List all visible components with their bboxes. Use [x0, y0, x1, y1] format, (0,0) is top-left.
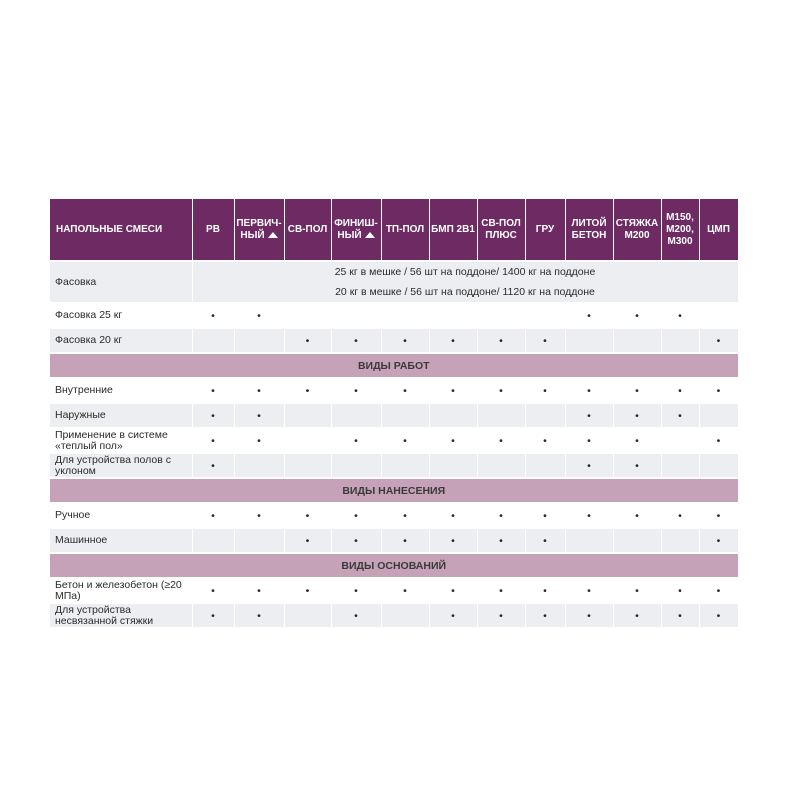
check-dot: • — [234, 378, 284, 403]
check-dot: • — [192, 578, 234, 603]
check-dot: • — [234, 578, 284, 603]
check-dot: • — [331, 528, 381, 553]
row-label: Бетон и железобетон (≥20 МПа) — [50, 578, 192, 603]
row-label: Фасовка 25 кг — [50, 303, 192, 328]
empty-cell — [477, 403, 525, 428]
empty-cell — [429, 403, 477, 428]
check-dot: • — [429, 328, 477, 353]
check-dot: • — [525, 428, 565, 453]
check-dot: • — [565, 603, 613, 628]
section-header-row — [50, 553, 738, 578]
check-dot: • — [613, 578, 661, 603]
table-row — [50, 378, 738, 403]
empty-cell — [565, 528, 613, 553]
check-dot: • — [381, 428, 429, 453]
empty-cell — [661, 328, 699, 353]
table-row — [50, 328, 738, 353]
check-dot: • — [284, 328, 331, 353]
table-row — [50, 453, 738, 478]
column-header-11: М150, М200, М300 — [661, 199, 699, 261]
table-header-row — [50, 199, 738, 261]
empty-cell — [381, 603, 429, 628]
section-title: ВИДЫ ОСНОВАНИЙ — [50, 553, 738, 578]
packaging-line-25kg: 25 кг в мешке / 56 шт на поддоне/ 1400 кг на поддоне — [334, 266, 596, 278]
column-header-product-type: НАПОЛЬНЫЕ СМЕСИ — [50, 199, 192, 261]
check-dot: • — [429, 603, 477, 628]
table-row — [50, 303, 738, 328]
empty-cell — [284, 403, 331, 428]
check-dot: • — [613, 503, 661, 528]
check-dot: • — [565, 303, 613, 328]
column-header-10: СТЯЖКА М200 — [613, 199, 661, 261]
empty-cell — [331, 303, 381, 328]
empty-cell — [661, 453, 699, 478]
row-label: Ручное — [50, 503, 192, 528]
check-dot: • — [565, 378, 613, 403]
check-dot: • — [477, 578, 525, 603]
triangle-icon — [268, 232, 278, 238]
row-label: Машинное — [50, 528, 192, 553]
empty-cell — [699, 403, 738, 428]
packaging-label: Фасовка — [50, 261, 192, 303]
check-dot: • — [661, 403, 699, 428]
check-dot: • — [525, 378, 565, 403]
check-dot: • — [429, 528, 477, 553]
check-dot: • — [192, 453, 234, 478]
check-dot: • — [234, 403, 284, 428]
column-header-1: РВ — [192, 199, 234, 261]
row-label: Фасовка 20 кг — [50, 328, 192, 353]
section-title: ВИДЫ РАБОТ — [50, 353, 738, 378]
check-dot: • — [192, 603, 234, 628]
check-dot: • — [699, 603, 738, 628]
check-dot: • — [565, 453, 613, 478]
check-dot: • — [613, 428, 661, 453]
check-dot: • — [234, 503, 284, 528]
check-dot: • — [331, 603, 381, 628]
check-dot: • — [192, 378, 234, 403]
check-dot: • — [661, 378, 699, 403]
packaging-line-20kg: 20 кг в мешке / 56 шт на поддоне/ 1120 кг на поддоне — [335, 286, 595, 298]
check-dot: • — [234, 428, 284, 453]
check-dot: • — [661, 603, 699, 628]
column-header-8: ГРУ — [525, 199, 565, 261]
table-row — [50, 578, 738, 603]
check-dot: • — [477, 328, 525, 353]
check-dot: • — [331, 378, 381, 403]
check-dot: • — [613, 603, 661, 628]
check-dot: • — [477, 428, 525, 453]
column-header-9: ЛИТОЙ БЕТОН — [565, 199, 613, 261]
check-dot: • — [661, 578, 699, 603]
check-dot: • — [613, 303, 661, 328]
row-label: Наружные — [50, 403, 192, 428]
row-label: Применение в системе «теплый пол» — [50, 428, 192, 453]
check-dot: • — [192, 428, 234, 453]
check-dot: • — [699, 503, 738, 528]
empty-cell — [284, 453, 331, 478]
check-dot: • — [331, 578, 381, 603]
check-dot: • — [699, 428, 738, 453]
check-dot: • — [525, 328, 565, 353]
column-header-2: ПЕРВИЧ- НЫЙ — [234, 199, 284, 261]
empty-cell — [661, 428, 699, 453]
check-dot: • — [284, 378, 331, 403]
check-dot: • — [477, 503, 525, 528]
check-dot: • — [565, 578, 613, 603]
check-dot: • — [381, 528, 429, 553]
empty-cell — [284, 603, 331, 628]
empty-cell — [331, 453, 381, 478]
empty-cell — [565, 328, 613, 353]
section-header-row — [50, 478, 738, 503]
section-title: ВИДЫ НАНЕСЕНИЯ — [50, 478, 738, 503]
empty-cell — [429, 303, 477, 328]
check-dot: • — [565, 403, 613, 428]
check-dot: • — [429, 578, 477, 603]
check-dot: • — [429, 428, 477, 453]
section-header-row — [50, 353, 738, 378]
check-dot: • — [381, 378, 429, 403]
empty-cell — [192, 328, 234, 353]
table-row — [50, 503, 738, 528]
check-dot: • — [284, 528, 331, 553]
empty-cell — [381, 453, 429, 478]
empty-cell — [429, 453, 477, 478]
check-dot: • — [699, 328, 738, 353]
check-dot: • — [525, 503, 565, 528]
packaging-row — [50, 261, 738, 303]
check-dot: • — [284, 578, 331, 603]
column-header-6: БМП 2В1 — [429, 199, 477, 261]
column-header-5: ТП-ПОЛ — [381, 199, 429, 261]
empty-cell — [699, 303, 738, 328]
empty-cell — [525, 303, 565, 328]
table-row — [50, 603, 738, 628]
check-dot: • — [525, 528, 565, 553]
check-dot: • — [699, 578, 738, 603]
empty-cell — [477, 453, 525, 478]
check-dot: • — [565, 428, 613, 453]
check-dot: • — [477, 378, 525, 403]
column-header-3: СВ-ПОЛ — [284, 199, 331, 261]
check-dot: • — [381, 578, 429, 603]
empty-cell — [234, 453, 284, 478]
empty-cell — [381, 403, 429, 428]
triangle-icon — [365, 232, 375, 238]
check-dot: • — [234, 303, 284, 328]
column-header-7: СВ-ПОЛ ПЛЮС — [477, 199, 525, 261]
check-dot: • — [661, 303, 699, 328]
check-dot: • — [565, 503, 613, 528]
empty-cell — [381, 303, 429, 328]
check-dot: • — [331, 328, 381, 353]
table-row — [50, 403, 738, 428]
empty-cell — [525, 453, 565, 478]
empty-cell — [284, 428, 331, 453]
empty-cell — [699, 453, 738, 478]
check-dot: • — [331, 428, 381, 453]
check-dot: • — [192, 503, 234, 528]
check-dot: • — [613, 378, 661, 403]
check-dot: • — [331, 503, 381, 528]
empty-cell — [661, 528, 699, 553]
check-dot: • — [699, 528, 738, 553]
table-row — [50, 428, 738, 453]
empty-cell — [234, 528, 284, 553]
check-dot: • — [525, 603, 565, 628]
table-row — [50, 528, 738, 553]
check-dot: • — [234, 603, 284, 628]
row-label: Для устройства несвязанной стяжки — [50, 603, 192, 628]
column-header-12: ЦМП — [699, 199, 738, 261]
empty-cell — [234, 328, 284, 353]
packaging-details — [192, 261, 738, 303]
empty-cell — [613, 328, 661, 353]
check-dot: • — [192, 303, 234, 328]
check-dot: • — [477, 603, 525, 628]
check-dot: • — [699, 378, 738, 403]
empty-cell — [192, 528, 234, 553]
row-label: Внутренние — [50, 378, 192, 403]
check-dot: • — [613, 453, 661, 478]
check-dot: • — [284, 503, 331, 528]
check-dot: • — [381, 328, 429, 353]
empty-cell — [477, 303, 525, 328]
check-dot: • — [429, 378, 477, 403]
empty-cell — [525, 403, 565, 428]
check-dot: • — [613, 403, 661, 428]
product-comparison-table — [50, 199, 739, 629]
column-header-4: ФИНИШ- НЫЙ — [331, 199, 381, 261]
empty-cell — [284, 303, 331, 328]
table-body — [50, 261, 738, 628]
check-dot: • — [381, 503, 429, 528]
row-label: Для устройства полов с уклоном — [50, 453, 192, 478]
check-dot: • — [661, 503, 699, 528]
empty-cell — [331, 403, 381, 428]
check-dot: • — [525, 578, 565, 603]
check-dot: • — [477, 528, 525, 553]
check-dot: • — [192, 403, 234, 428]
empty-cell — [613, 528, 661, 553]
check-dot: • — [429, 503, 477, 528]
